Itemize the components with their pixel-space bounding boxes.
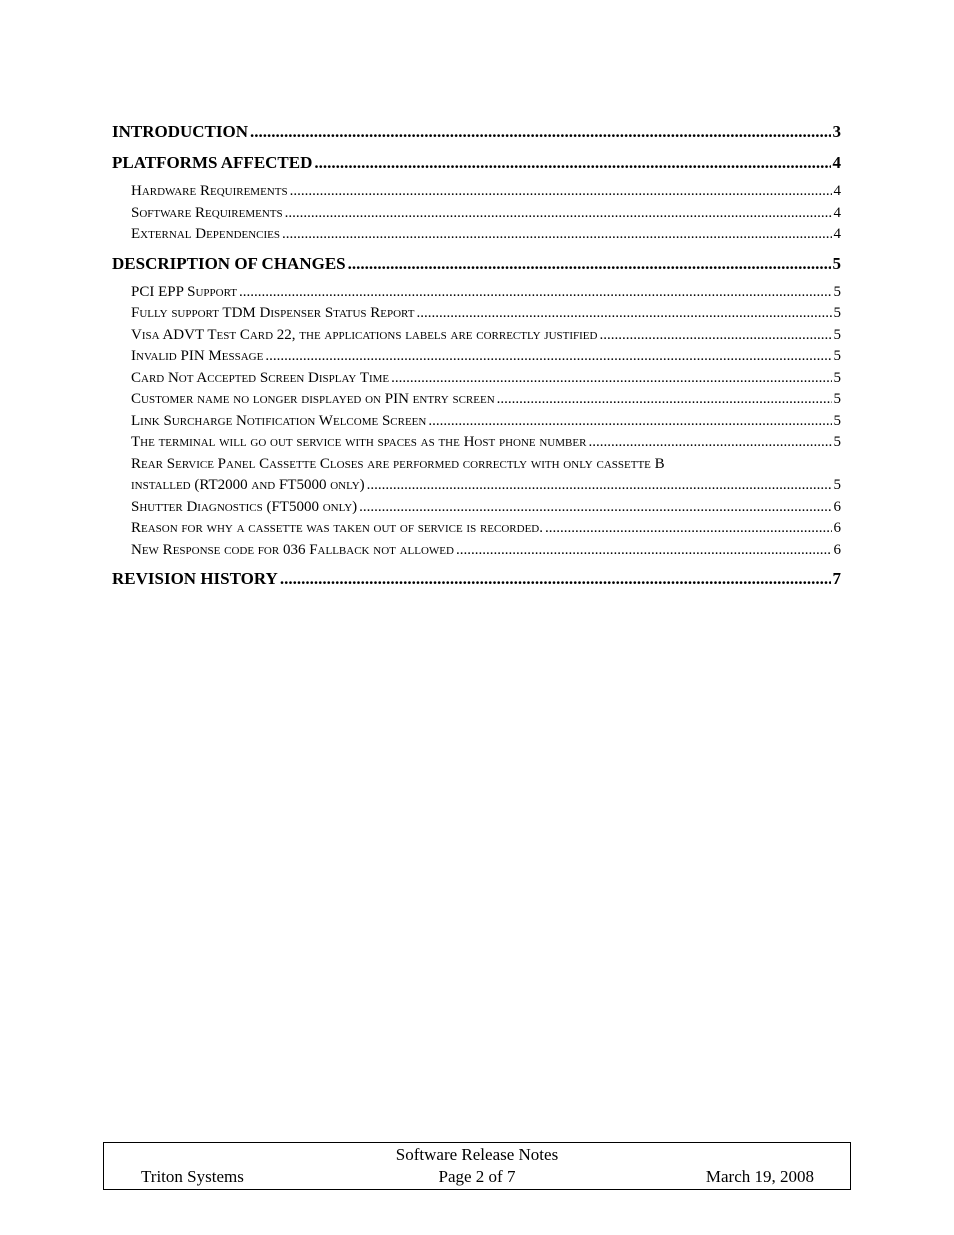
toc-entry-page: 4 (833, 204, 841, 221)
toc-entry-title: PLATFORMS AFFECTED (112, 153, 313, 172)
dot-leader (588, 432, 831, 454)
toc-entry-page: 5 (833, 326, 841, 343)
toc-entry-title: The terminal will go out service with spaces as the Host phone number (131, 434, 587, 450)
dot-leader (290, 181, 832, 203)
table-of-contents (112, 119, 841, 592)
dot-leader (599, 325, 831, 347)
dot-leader (416, 303, 831, 325)
footer-company: Triton Systems (141, 1167, 244, 1186)
toc-entry-title: Software Requirements (131, 204, 283, 221)
toc-entry-description-of-changes[interactable] (112, 251, 841, 277)
toc-entry-customer-name[interactable] (112, 389, 841, 411)
toc-entry-title: Visa ADVT Test Card 22, the applications labels are correctly justified (131, 326, 598, 343)
page-footer (103, 1142, 851, 1190)
toc-entry-title: External Dependencies (131, 226, 281, 242)
toc-entry-title: Hardware Requirements (131, 183, 288, 199)
toc-entry-visa-advt-test-card[interactable] (112, 325, 841, 347)
toc-entry-page: 5 (833, 477, 841, 493)
toc-entry-title: Card Not Accepted Screen Display Time (131, 369, 390, 386)
toc-entry-page: 5 (833, 283, 841, 300)
toc-entry-new-response-code[interactable] (112, 540, 841, 562)
toc-entry-terminal-out-of-service[interactable] (112, 432, 841, 454)
dot-leader (282, 224, 831, 246)
toc-entry-pci-epp-support[interactable] (112, 282, 841, 304)
toc-entry-external-dependencies[interactable] (112, 224, 841, 246)
dot-leader (428, 411, 831, 433)
toc-entry-title: Link Surcharge Notification Welcome Screen (131, 412, 427, 429)
toc-entry-page: 7 (832, 569, 841, 588)
toc-entry-page: 4 (833, 226, 841, 242)
dot-leader (265, 346, 831, 368)
toc-entry-page: 6 (833, 520, 841, 536)
toc-entry-title: DESCRIPTION OF CHANGES (112, 253, 346, 273)
dot-leader (497, 389, 832, 411)
toc-entry-title: INTRODUCTION (112, 122, 249, 141)
toc-entry-title: Reason for why a cassette was taken out of service is recorded. (131, 520, 543, 536)
footer-doc-title: Software Release Notes (395, 1145, 559, 1164)
toc-entry-invalid-pin-message[interactable] (112, 346, 841, 368)
footer-page-number: Page 2 of 7 (438, 1167, 516, 1186)
dot-leader (391, 368, 831, 390)
toc-entry-page: 4 (833, 183, 841, 199)
toc-entry-platforms-affected[interactable] (112, 150, 841, 176)
toc-entry-title: Fully support TDM Dispenser Status Report (131, 305, 415, 321)
toc-entry-tdm-dispenser-status[interactable] (112, 303, 841, 325)
toc-entry-rear-service-panel-line1[interactable] (112, 454, 841, 476)
dot-leader (239, 282, 832, 304)
dot-leader (367, 475, 832, 497)
toc-entry-software-requirements[interactable] (112, 203, 841, 225)
toc-entry-page: 5 (833, 412, 841, 429)
dot-leader (314, 150, 830, 176)
toc-entry-introduction[interactable] (112, 119, 841, 145)
toc-entry-title: Customer name no longer displayed on PIN entry screen (131, 391, 495, 407)
toc-entry-hardware-requirements[interactable] (112, 181, 841, 203)
dot-leader (280, 566, 831, 592)
dot-leader (545, 518, 832, 540)
toc-entry-revision-history[interactable] (112, 566, 841, 592)
footer-date: March 19, 2008 (705, 1167, 814, 1186)
toc-entry-shutter-diagnostics[interactable] (112, 497, 841, 519)
toc-entry-page: 5 (832, 253, 841, 273)
toc-entry-title: installed (RT2000 and FT5000 only) (131, 477, 365, 493)
toc-entry-title: Rear Service Panel Cassette Closes are performed correctly with only cassette B (131, 455, 665, 472)
toc-entry-page: 5 (833, 434, 841, 450)
toc-entry-title: Shutter Diagnostics (FT5000 only) (131, 498, 358, 515)
toc-entry-title: Invalid PIN Message (131, 348, 264, 364)
dot-leader (348, 251, 831, 277)
toc-entry-title: REVISION HISTORY (112, 569, 278, 588)
toc-entry-page: 5 (833, 348, 841, 364)
toc-entry-page: 6 (833, 498, 841, 515)
dot-leader (250, 119, 830, 145)
dot-leader (359, 497, 831, 519)
toc-entry-title: PCI EPP Support (131, 283, 237, 300)
toc-entry-page: 3 (832, 122, 841, 141)
dot-leader (456, 540, 832, 562)
toc-entry-card-not-accepted[interactable] (112, 368, 841, 390)
toc-entry-page: 5 (833, 305, 841, 321)
toc-entry-rear-service-panel[interactable] (112, 475, 841, 497)
toc-entry-link-surcharge[interactable] (112, 411, 841, 433)
toc-entry-cassette-out-of-service[interactable] (112, 518, 841, 540)
toc-entry-page: 5 (833, 369, 841, 386)
toc-entry-page: 4 (832, 153, 841, 172)
toc-entry-title: New Response code for 036 Fallback not allowed (131, 541, 454, 558)
toc-entry-page: 5 (833, 391, 841, 407)
dot-leader (285, 203, 832, 225)
toc-entry-page: 6 (833, 541, 841, 558)
